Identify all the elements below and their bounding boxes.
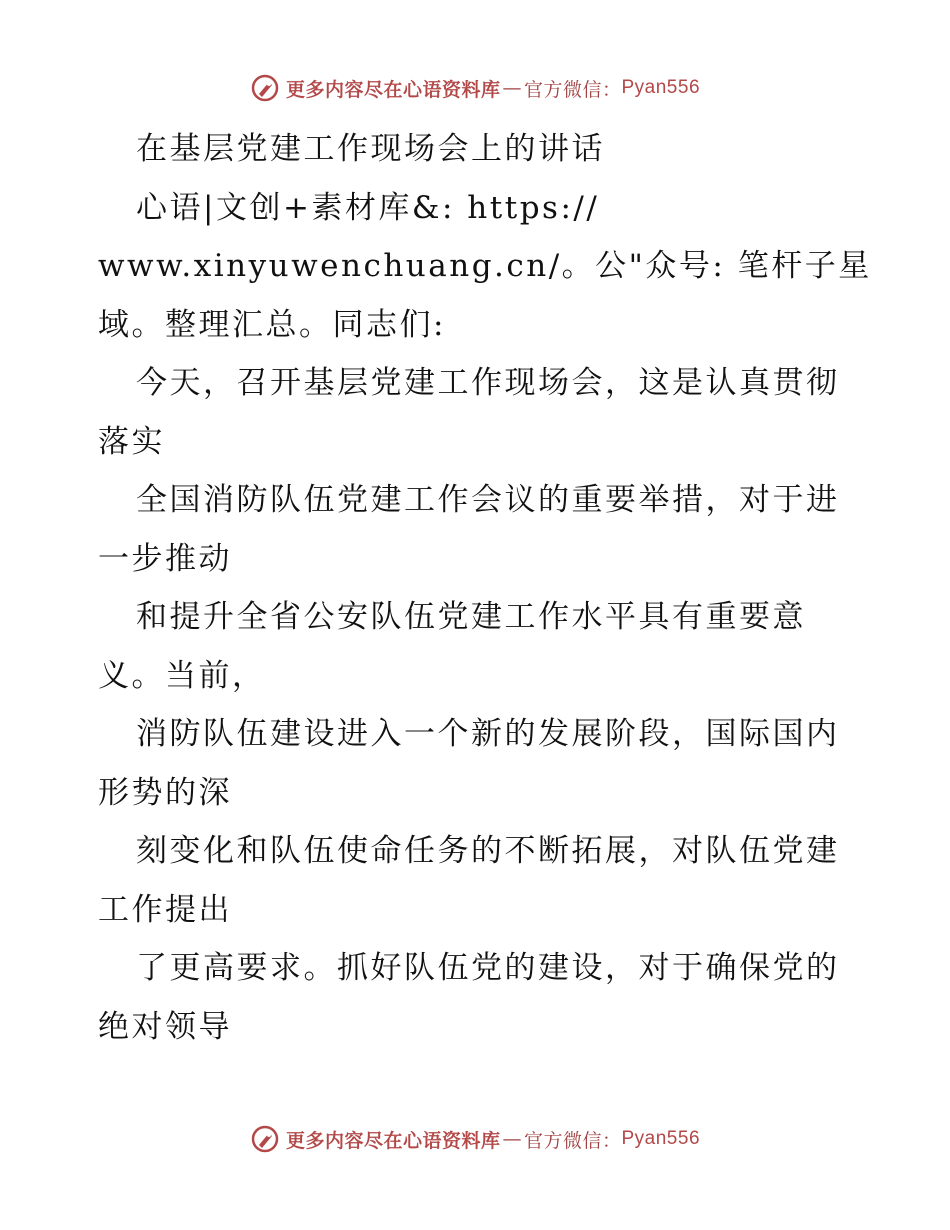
document-line: www.xinyuwenchuang.cn/。公"众号: 笔杆子星 — [98, 248, 872, 284]
document-body — [98, 120, 872, 1056]
document-line: 刻变化和队伍使命任务的不断拓展，对队伍党建 — [136, 833, 840, 869]
document-line: 今天，召开基层党建工作现场会，这是认真贯彻 — [136, 365, 840, 401]
document-line: 和提升全省公安队伍党建工作水平具有重要意 — [136, 599, 806, 635]
document-line: 工作提出 — [98, 891, 232, 928]
pen-logo-icon — [250, 1124, 280, 1154]
footer-watermark — [0, 1124, 950, 1154]
header-watermark — [0, 73, 950, 103]
watermark-official-label: 官方微信： — [523, 1129, 622, 1152]
watermark-wechat-id: Pyan556 — [621, 1128, 701, 1149]
document-line: 绝对领导 — [98, 1008, 232, 1045]
document-line: 义。当前， — [98, 657, 266, 694]
document-line: 域。整理汇总。同志们: — [98, 306, 446, 343]
watermark-official-label: 官方微信： — [523, 78, 622, 101]
watermark-text: 更多内容尽在心语资料库 — [285, 78, 501, 101]
document-line: 全国消防队伍党建工作会议的重要举措，对于进 — [136, 482, 840, 518]
watermark-dash: — — [502, 77, 522, 99]
watermark-text: 更多内容尽在心语资料库 — [285, 1129, 501, 1152]
document-line: 了更高要求。抓好队伍党的建设，对于确保党的 — [136, 950, 840, 986]
document-line: 落实 — [98, 423, 165, 460]
document-line: 一步推动 — [98, 540, 232, 577]
pen-logo-icon — [250, 73, 280, 103]
document-line: 消防队伍建设进入一个新的发展阶段，国际国内 — [136, 716, 840, 752]
document-line: 心语|文创+素材库&: https:// — [136, 189, 600, 226]
document-title: 在基层党建工作现场会上的讲话 — [136, 131, 605, 167]
document-line: 形势的深 — [98, 774, 232, 811]
watermark-wechat-id: Pyan556 — [621, 77, 701, 98]
watermark-dash: — — [502, 1128, 522, 1150]
